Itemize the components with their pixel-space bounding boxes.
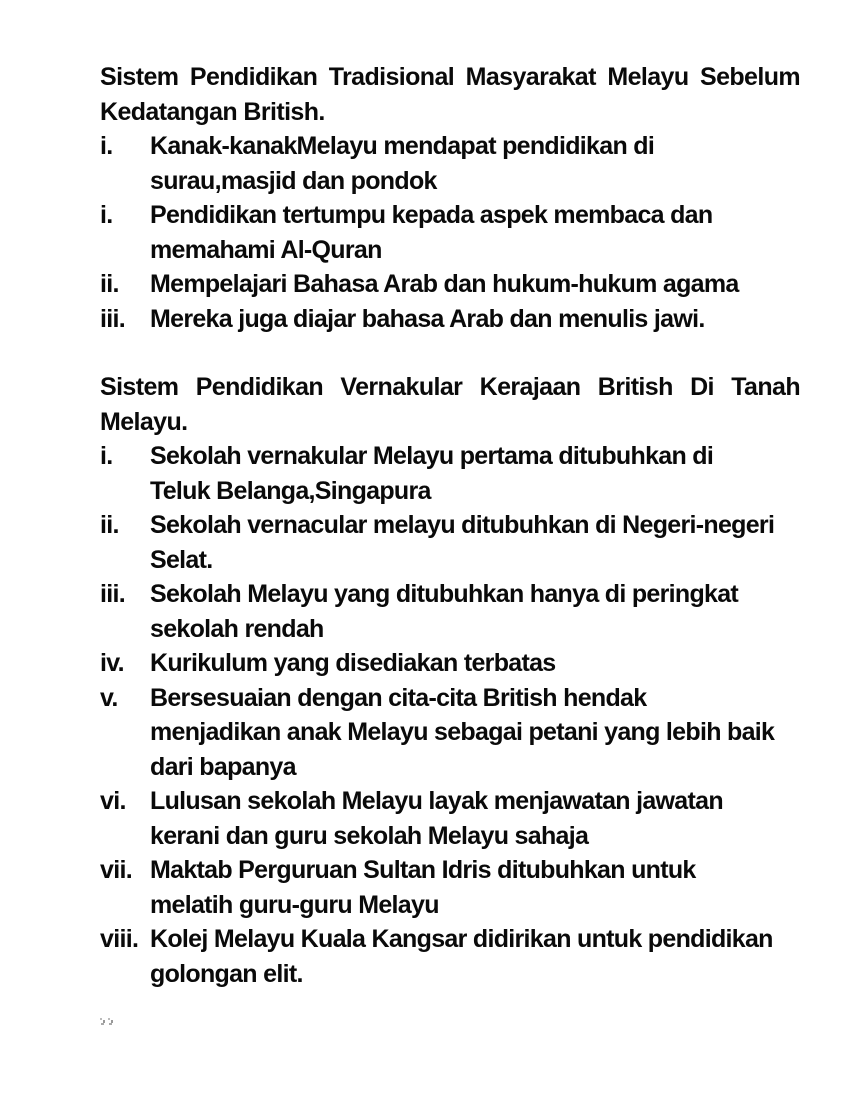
list-item-line: Sekolah vernakular Melayu pertama ditubuhkan di bbox=[150, 442, 714, 470]
list-item-line: Selat. bbox=[150, 545, 213, 574]
list-item-line: surau,masjid dan pondok bbox=[150, 166, 437, 195]
list-item-text: Mereka juga diajar bahasa Arab dan menulis jawi. bbox=[150, 304, 705, 333]
list-item bbox=[100, 439, 800, 508]
list-item bbox=[100, 853, 800, 922]
list-item-line: Bersesuaian dengan cita-cita British hendak bbox=[150, 683, 647, 712]
list-item-number: v. bbox=[100, 683, 118, 712]
section-2-heading-line-2: Melayu. bbox=[100, 407, 188, 436]
section-spacer bbox=[100, 336, 800, 370]
list-item-line: melatih guru-guru Melayu bbox=[150, 890, 439, 919]
list-item-text bbox=[150, 129, 800, 198]
list-item-text bbox=[150, 508, 800, 577]
list-item bbox=[100, 646, 800, 681]
list-item-text bbox=[150, 577, 800, 646]
list-item-line: sekolah rendah bbox=[150, 614, 324, 643]
list-item-text bbox=[150, 439, 800, 508]
list-item-line: Pendidikan tertumpu kepada aspek membaca dan bbox=[150, 201, 713, 229]
artifact-glyph bbox=[100, 1018, 106, 1026]
list-item-line: kerani dan guru sekolah Melayu sahaja bbox=[150, 821, 589, 850]
list-item bbox=[100, 784, 800, 853]
list-item bbox=[100, 922, 800, 991]
list-item bbox=[100, 508, 800, 577]
list-item-text bbox=[150, 784, 800, 853]
list-item bbox=[100, 577, 800, 646]
list-item-line: Sekolah Melayu yang ditubuhkan hanya di peringkat bbox=[150, 580, 739, 608]
list-item-text: Kurikulum yang disediakan terbatas bbox=[150, 649, 556, 677]
list-item-text: Mempelajari Bahasa Arab dan hukum-hukum agama bbox=[150, 270, 739, 298]
list-item-line: Kanak-kanakMelayu mendapat pendidikan di bbox=[150, 132, 655, 160]
footer-artifact-mark bbox=[100, 1018, 114, 1026]
list-item-text bbox=[150, 853, 800, 922]
list-item-text bbox=[150, 198, 800, 267]
section-1-list bbox=[100, 129, 800, 336]
list-item bbox=[100, 681, 800, 785]
list-item bbox=[100, 302, 800, 337]
list-item-number: i. bbox=[100, 442, 113, 470]
list-item-number: i. bbox=[100, 132, 113, 160]
list-item-number: ii. bbox=[100, 270, 119, 298]
list-item-line: Kolej Melayu Kuala Kangsar didirikan untuk pendidikan bbox=[150, 925, 773, 953]
list-item-text bbox=[150, 681, 800, 785]
list-item-number: iii. bbox=[100, 580, 125, 608]
list-item-text bbox=[150, 922, 800, 991]
document-page bbox=[100, 60, 800, 991]
list-item-number: i. bbox=[100, 201, 113, 229]
list-item-number: vi. bbox=[100, 787, 126, 815]
list-item-number: iii. bbox=[100, 304, 125, 333]
list-item bbox=[100, 198, 800, 267]
list-item-line: menjadikan anak Melayu sebagai petani yang lebih baik bbox=[150, 718, 775, 746]
section-2-list bbox=[100, 439, 800, 991]
section-1-heading-line-2: Kedatangan British. bbox=[100, 97, 325, 126]
list-item-line: memahami Al-Quran bbox=[150, 235, 382, 264]
list-item-number: viii. bbox=[100, 925, 139, 953]
section-2-heading bbox=[100, 370, 800, 439]
list-item-line: golongan elit. bbox=[150, 959, 303, 988]
list-item-line: dari bapanya bbox=[150, 752, 296, 781]
list-item-line: Lulusan sekolah Melayu layak menjawatan jawatan bbox=[150, 787, 723, 815]
section-2-heading-line-1: Sistem Pendidikan Vernakular Kerajaan British Di Tanah bbox=[100, 373, 800, 401]
list-item bbox=[100, 129, 800, 198]
section-1-heading-line-1: Sistem Pendidikan Tradisional Masyarakat Melayu Sebelum bbox=[100, 63, 800, 91]
list-item-number: vii. bbox=[100, 856, 132, 884]
section-1-heading bbox=[100, 60, 800, 129]
artifact-glyph bbox=[108, 1018, 114, 1026]
list-item-number: iv. bbox=[100, 649, 124, 677]
list-item-line: Sekolah vernacular melayu ditubuhkan di Negeri-negeri bbox=[150, 511, 775, 539]
list-item-line: Maktab Perguruan Sultan Idris ditubuhkan untuk bbox=[150, 856, 696, 884]
list-item-number: ii. bbox=[100, 511, 119, 539]
list-item-line: Teluk Belanga,Singapura bbox=[150, 476, 431, 505]
list-item bbox=[100, 267, 800, 302]
